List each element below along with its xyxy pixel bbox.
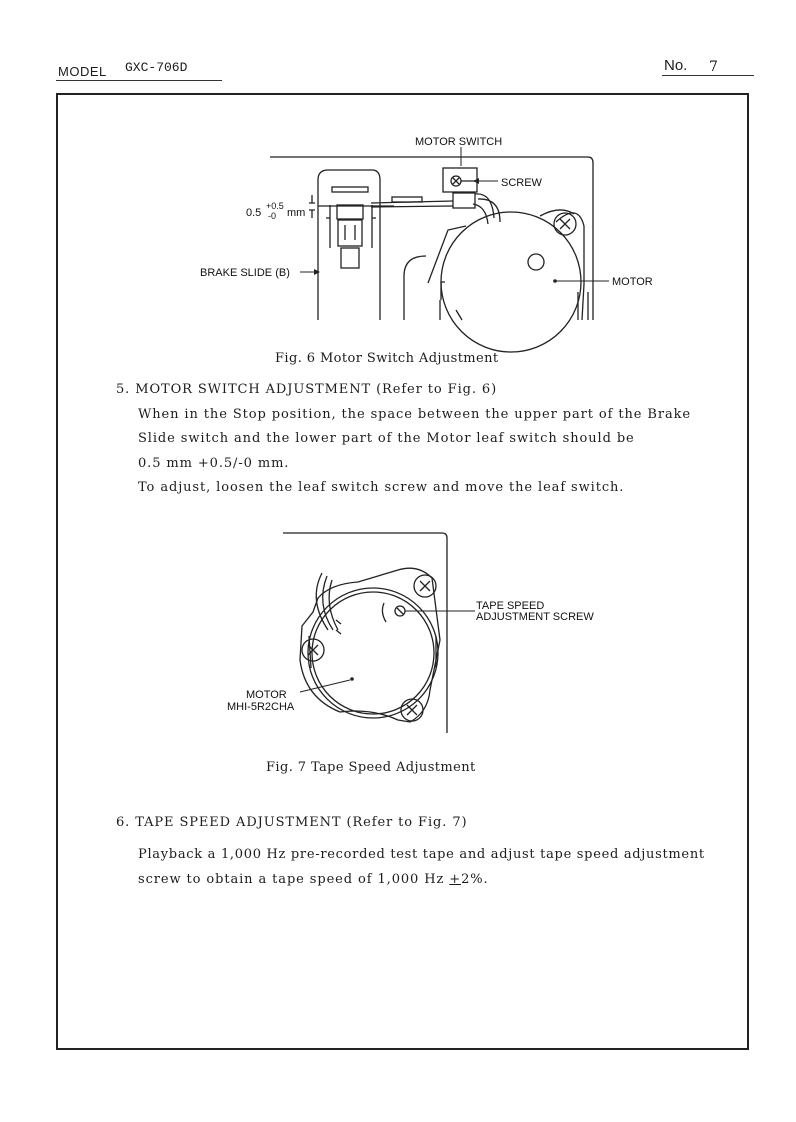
section-5-line: When in the Stop position, the space between the upper part of the Brake: [138, 407, 691, 422]
figure-7-caption: Fig. 7 Tape Speed Adjustment: [266, 760, 476, 775]
model-value: GXC-706D: [125, 60, 188, 75]
tape-speed-label-line2: ADJUSTMENT SCREW: [476, 611, 594, 623]
section-6-line2-suffix: 2%.: [461, 872, 489, 887]
model-label: MODEL: [58, 64, 107, 79]
page-number-label: No.: [664, 57, 688, 74]
plus-minus-sign: +: [449, 872, 462, 887]
section-5-line: Slide switch and the lower part of the Motor leaf switch should be: [138, 431, 635, 446]
brake-slide-label: BRAKE SLIDE (B): [200, 267, 290, 279]
screw-label: SCREW: [501, 177, 542, 189]
motor-model-label-line2: MHI-5R2CHA: [227, 701, 295, 713]
gap-tolerance-plus: +0.5: [266, 201, 284, 211]
section-6-line: [138, 868, 489, 893]
page-number: 7: [709, 59, 718, 75]
figure-6-caption: Fig. 6 Motor Switch Adjustment: [275, 351, 499, 366]
gap-value-label: 0.5: [246, 207, 262, 219]
section-6-heading: 6. TAPE SPEED ADJUSTMENT (Refer to Fig. 7): [116, 815, 468, 830]
section-6-line2-text: screw to obtain a tape speed of 1,000 Hz: [138, 872, 450, 887]
gap-tolerance-minus: -0: [268, 211, 277, 221]
section-6-line: Playback a 1,000 Hz pre-recorded test tape and adjust tape speed adjustment: [138, 847, 705, 862]
motor-model-label-line1: MOTOR: [246, 689, 287, 701]
motor-label: MOTOR: [612, 276, 653, 288]
tape-speed-label-line1: TAPE SPEED: [476, 600, 545, 612]
gap-unit-label: mm: [287, 207, 306, 219]
section-5-line: 0.5 mm +0.5/-0 mm.: [138, 456, 290, 471]
section-5-heading: 5. MOTOR SWITCH ADJUSTMENT (Refer to Fig. 6): [116, 382, 498, 397]
motor-switch-label: MOTOR SWITCH: [415, 136, 503, 148]
section-5-line: To adjust, loosen the leaf switch screw and move the leaf switch.: [138, 480, 625, 495]
